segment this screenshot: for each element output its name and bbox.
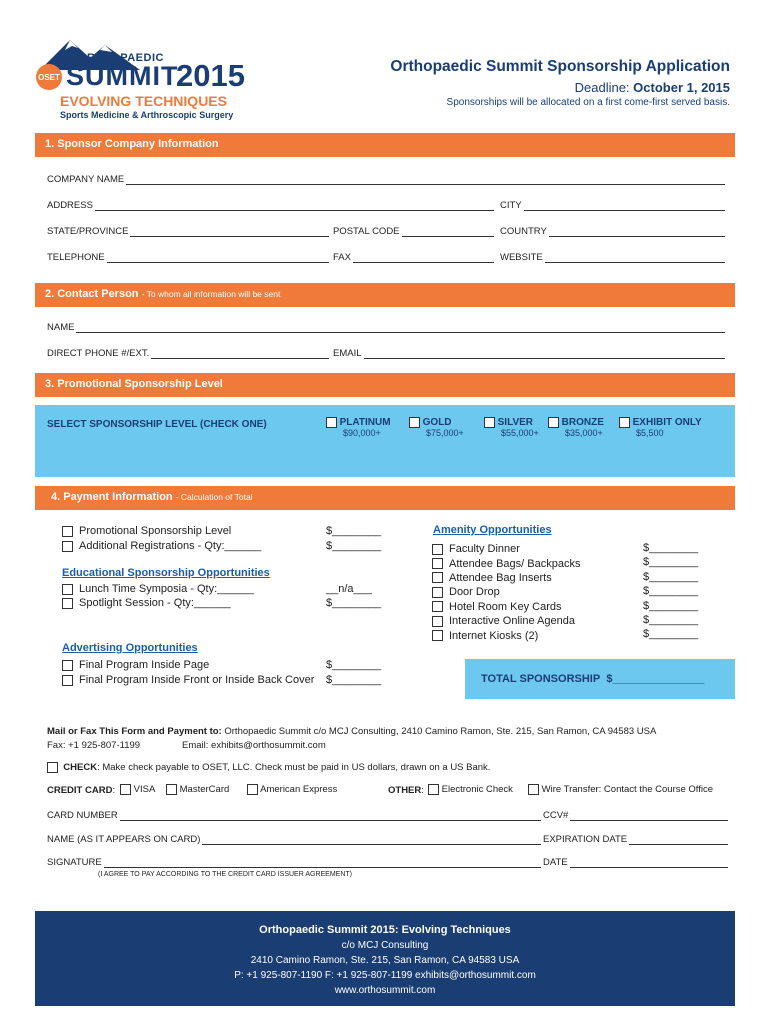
- amenity-amount[interactable]: $________: [643, 628, 699, 641]
- spotlight-checkbox[interactable]: [62, 598, 73, 609]
- amex-option[interactable]: American Express: [247, 784, 337, 795]
- fp-cover-checkbox[interactable]: [62, 675, 73, 686]
- amex-checkbox[interactable]: [247, 784, 258, 795]
- amenity-item[interactable]: [432, 600, 580, 614]
- oset-badge: OSET: [36, 64, 62, 90]
- amenity-checkbox[interactable]: [432, 572, 443, 583]
- amenity-checkbox[interactable]: [432, 558, 443, 569]
- name-on-card-field[interactable]: NAME (AS IT APPEARS ON CARD): [47, 834, 541, 845]
- level-gold[interactable]: GOLD $75,000+: [409, 417, 464, 438]
- postal-code-field[interactable]: POSTAL CODE: [333, 226, 494, 237]
- page-title: Orthopaedic Summit Sponsorship Application: [390, 58, 730, 75]
- footer-line-2: 2410 Camino Ramon, Ste. 215, San Ramon, CA 94583 USA: [250, 955, 520, 966]
- address-field[interactable]: ADDRESS: [47, 200, 494, 211]
- logo-top-text: ORTHOPAEDIC: [78, 52, 164, 64]
- telephone-field[interactable]: TELEPHONE: [47, 252, 329, 263]
- level-silver[interactable]: SILVER $55,000+: [484, 417, 539, 438]
- amenity-label: Hotel Room Key Cards: [449, 600, 562, 613]
- spotlight-amount[interactable]: $________: [326, 597, 382, 609]
- amenity-item[interactable]: [432, 571, 580, 585]
- amenity-item[interactable]: [432, 585, 580, 599]
- check-checkbox[interactable]: [47, 762, 58, 773]
- select-level-label: SELECT SPONSORSHIP LEVEL (CHECK ONE): [47, 419, 267, 430]
- gold-checkbox[interactable]: [409, 417, 420, 428]
- lunch-symposia-item[interactable]: Lunch Time Symposia - Qty:______: [62, 583, 254, 595]
- advertising-heading: Advertising Opportunities: [62, 642, 198, 654]
- amenity-checkbox[interactable]: [432, 587, 443, 598]
- educational-heading: Educational Sponsorship Opportunities: [62, 567, 270, 579]
- amenity-heading: Amenity Opportunities: [433, 524, 552, 536]
- lunch-amount: __n/a___: [326, 583, 372, 595]
- wire-checkbox[interactable]: [528, 784, 539, 795]
- visa-option[interactable]: VISA: [120, 784, 155, 795]
- silver-checkbox[interactable]: [484, 417, 495, 428]
- logo-summit-text: SUMMIT: [66, 61, 179, 91]
- section-1-header: 1. Sponsor Company Information: [35, 133, 735, 157]
- country-field[interactable]: COUNTRY: [500, 226, 725, 237]
- amenity-amount[interactable]: $________: [643, 599, 699, 612]
- logo-year: 2015: [176, 58, 245, 93]
- footer: [35, 911, 735, 1006]
- total-sponsorship-box[interactable]: TOTAL SPONSORSHIP $_______________: [465, 659, 735, 699]
- mastercard-option[interactable]: MasterCard: [166, 784, 229, 795]
- level-bronze[interactable]: BRONZE $35,000+: [548, 417, 604, 438]
- company-name-field[interactable]: COMPANY NAME: [47, 174, 725, 185]
- section-2-header: 2. Contact Person - To whom all information will be sent: [35, 283, 735, 307]
- other-label: OTHER:: [388, 785, 424, 796]
- amenity-checkbox[interactable]: [432, 601, 443, 612]
- deadline: [575, 80, 730, 95]
- amenity-amount[interactable]: $________: [643, 570, 699, 583]
- amenity-label: Attendee Bags/ Backpacks: [449, 557, 581, 570]
- fp-inside-checkbox[interactable]: [62, 660, 73, 671]
- footer-website[interactable]: www.orthosummit.com: [334, 985, 436, 996]
- promo-level-checkbox[interactable]: [62, 526, 73, 537]
- amenity-item[interactable]: [432, 628, 580, 642]
- amenity-amount[interactable]: $________: [643, 556, 699, 569]
- amenity-amount[interactable]: $________: [643, 613, 699, 626]
- logo-tagline: EVOLVING TECHNIQUES: [60, 93, 227, 109]
- mastercard-checkbox[interactable]: [166, 784, 177, 795]
- check-option[interactable]: CHECK: Make check payable to OSET, LLC. Check must be paid in US dollars, drawn on a US Bank.: [47, 762, 490, 773]
- amenity-item[interactable]: [432, 614, 580, 628]
- agreement-note: (I AGREE TO PAY ACCORDING TO THE CREDIT CARD ISSUER AGREEMENT): [98, 871, 352, 878]
- expiration-field[interactable]: EXPIRATION DATE: [543, 834, 728, 845]
- final-program-inside-item[interactable]: Final Program Inside Page: [62, 659, 209, 671]
- fax-field[interactable]: FAX: [333, 252, 494, 263]
- amenity-label: Internet Kiosks (2): [449, 629, 539, 642]
- echeck-option[interactable]: Electronic Check: [428, 784, 513, 795]
- footer-line-3: P: +1 925-807-1190 F: +1 925-807-1199 exhibits@orthosummit.com: [234, 970, 536, 981]
- amenity-label: Interactive Online Agenda: [449, 615, 575, 628]
- mail-fax: Fax: +1 925-807-1199: [47, 740, 141, 751]
- promo-amount[interactable]: $________: [326, 525, 382, 537]
- amenity-checkbox[interactable]: [432, 544, 443, 555]
- level-platinum[interactable]: PLATINUM $90,000+: [326, 417, 391, 438]
- level-exhibit[interactable]: EXHIBIT ONLY $5,500: [619, 417, 702, 438]
- ccv-field[interactable]: CCV#: [543, 810, 728, 821]
- mail-instructions: Mail or Fax This Form and Payment to: Orthopaedic Summit c/o MCJ Consulting, 2410 Camino Ramon, Ste. 215, San Ramon, CA 94583 USA: [47, 726, 657, 737]
- amenity-item[interactable]: [432, 542, 580, 556]
- footer-title: Orthopaedic Summit 2015: Evolving Techniques: [259, 924, 511, 936]
- final-program-cover-item[interactable]: Final Program Inside Front or Inside Back Cover: [62, 674, 314, 686]
- sponsorship-level-box: [35, 405, 735, 477]
- bronze-checkbox[interactable]: [548, 417, 559, 428]
- total-line: $_______________: [606, 673, 705, 685]
- footer-line-1: c/o MCJ Consulting: [341, 940, 429, 951]
- spotlight-item[interactable]: Spotlight Session - Qty:______: [62, 597, 231, 609]
- amenity-amount[interactable]: $________: [643, 542, 699, 554]
- fp-cover-amount[interactable]: $________: [326, 674, 382, 686]
- deadline-label: Deadline:: [574, 80, 630, 95]
- amenity-amount[interactable]: $________: [643, 585, 699, 598]
- amenity-list: [432, 542, 580, 643]
- deadline-date: October 1, 2015: [633, 80, 730, 95]
- amenity-label: Attendee Bag Inserts: [449, 571, 552, 584]
- registrations-checkbox[interactable]: [62, 541, 73, 552]
- date-field[interactable]: DATE: [543, 857, 728, 868]
- section-4-header: 4. Payment Information - Calculation of Total: [35, 486, 735, 510]
- email-field[interactable]: EMAIL: [333, 348, 725, 359]
- contact-name-field[interactable]: NAME: [47, 322, 725, 333]
- registrations-amount[interactable]: $________: [326, 540, 382, 552]
- echeck-checkbox[interactable]: [428, 784, 439, 795]
- amenity-label: Door Drop: [449, 586, 500, 599]
- lunch-checkbox[interactable]: [62, 584, 73, 595]
- wire-option[interactable]: Wire Transfer: Contact the Course Office: [528, 784, 713, 795]
- add-registrations-item[interactable]: Additional Registrations - Qty:______: [62, 540, 261, 552]
- allocation-note: Sponsorships will be allocated on a first come-first served basis.: [446, 97, 730, 108]
- platinum-checkbox[interactable]: [326, 417, 337, 428]
- website-field[interactable]: WEBSITE: [500, 252, 725, 263]
- visa-checkbox[interactable]: [120, 784, 131, 795]
- direct-phone-field[interactable]: DIRECT PHONE #/EXT.: [47, 348, 329, 359]
- logo-subtitle: Sports Medicine & Arthroscopic Surgery: [60, 110, 234, 120]
- amenity-label: Faculty Dinner: [449, 543, 520, 556]
- state-field[interactable]: STATE/PROVINCE: [47, 226, 329, 237]
- amenity-amounts: [643, 542, 698, 643]
- amenity-checkbox[interactable]: [432, 616, 443, 627]
- promo-level-item[interactable]: Promotional Sponsorship Level: [62, 525, 231, 537]
- amenity-checkbox[interactable]: [432, 630, 443, 641]
- fp-inside-amount[interactable]: $________: [326, 659, 382, 671]
- credit-card-label: CREDIT CARD:: [47, 785, 116, 796]
- city-field[interactable]: CITY: [500, 200, 725, 211]
- card-number-field[interactable]: CARD NUMBER: [47, 810, 541, 821]
- amenity-item[interactable]: [432, 556, 580, 570]
- mail-email: Email: exhibits@orthosummit.com: [182, 740, 326, 751]
- section-3-header: 3. Promotional Sponsorship Level: [35, 373, 735, 397]
- exhibit-checkbox[interactable]: [619, 417, 630, 428]
- signature-field[interactable]: SIGNATURE: [47, 857, 541, 868]
